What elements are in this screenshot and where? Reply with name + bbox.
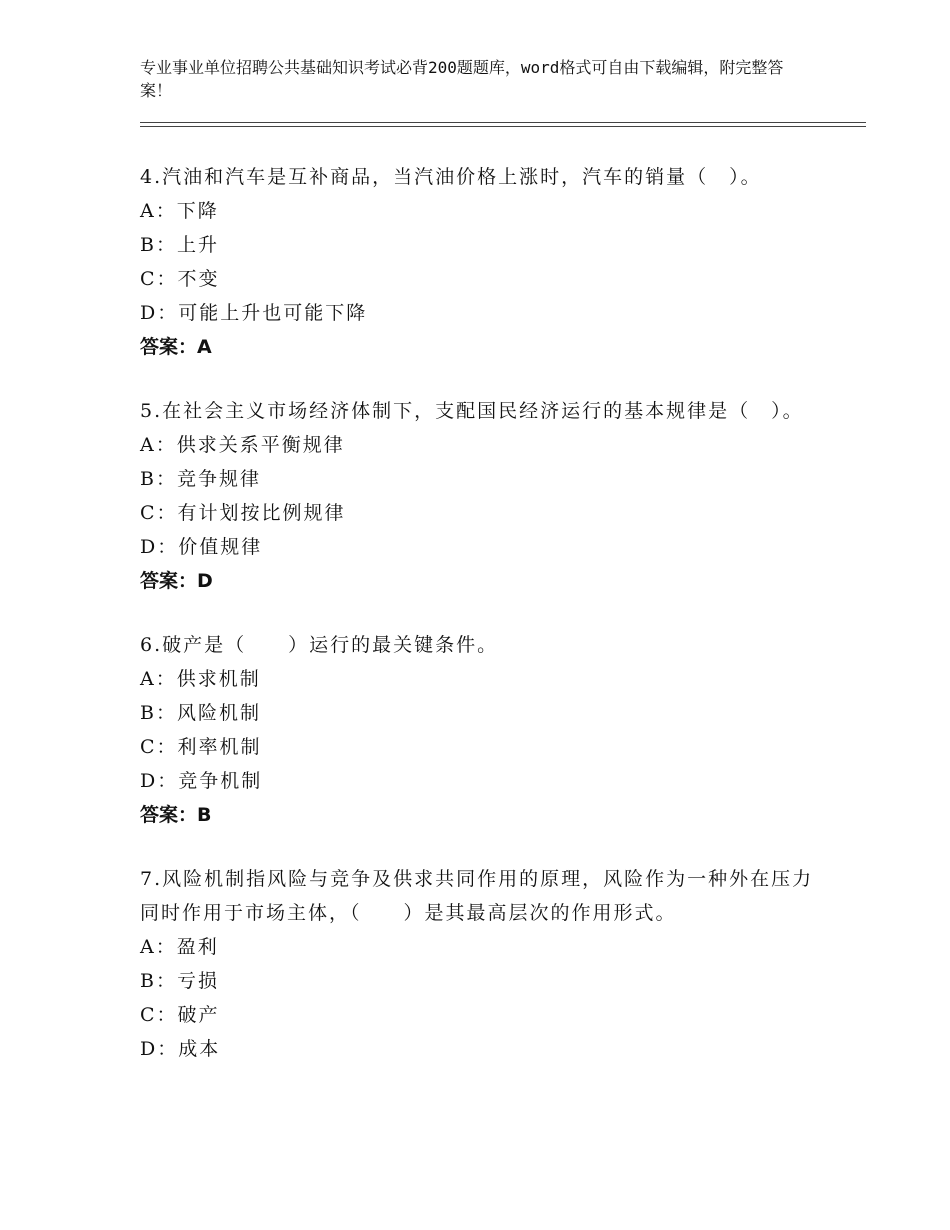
question-stem: 4.汽油和汽车是互补商品，当汽油价格上涨时，汽车的销量（ ）。	[140, 166, 762, 188]
option-d: D：成本	[140, 1038, 221, 1060]
option-c: C：不变	[140, 268, 220, 290]
option-c: C：有计划按比例规律	[140, 502, 346, 524]
question-stem: 6.破产是（ ）运行的最关键条件。	[140, 634, 499, 656]
option-a: A：供求机制	[140, 668, 261, 690]
question-stem: 7.风险机制指风险与竞争及供求共同作用的原理，风险作为一种外在压力同时作用于市场主体，（ ）是其最高层次的作用形式。	[140, 868, 814, 924]
option-c: C：破产	[140, 1004, 220, 1026]
option-a: A：下降	[140, 200, 219, 222]
question-7	[140, 862, 820, 1066]
option-a: A：盈利	[140, 936, 219, 958]
option-c: C：利率机制	[140, 736, 262, 758]
question-stem: 5.在社会主义市场经济体制下，支配国民经济运行的基本规律是（ ）。	[140, 400, 804, 422]
option-b: B：上升	[140, 234, 219, 256]
option-d: D：价值规律	[140, 536, 263, 558]
option-b: B：竞争规律	[140, 468, 261, 490]
question-5	[140, 394, 820, 598]
option-b: B：风险机制	[140, 702, 261, 724]
question-list	[140, 160, 820, 1096]
header-divider-bottom	[140, 126, 866, 127]
answer: 答案：B	[140, 804, 212, 826]
page-header	[140, 56, 800, 102]
option-d: D：可能上升也可能下降	[140, 302, 368, 324]
option-d: D：竞争机制	[140, 770, 263, 792]
answer: 答案：A	[140, 336, 212, 358]
option-a: A：供求关系平衡规律	[140, 434, 345, 456]
answer: 答案：D	[140, 570, 213, 592]
header-title: 专业事业单位招聘公共基础知识考试必背200题题库，word格式可自由下载编辑，附完整答案！	[140, 58, 784, 100]
question-6	[140, 628, 820, 832]
question-4	[140, 160, 820, 364]
header-divider-top	[140, 122, 866, 123]
option-b: B：亏损	[140, 970, 219, 992]
